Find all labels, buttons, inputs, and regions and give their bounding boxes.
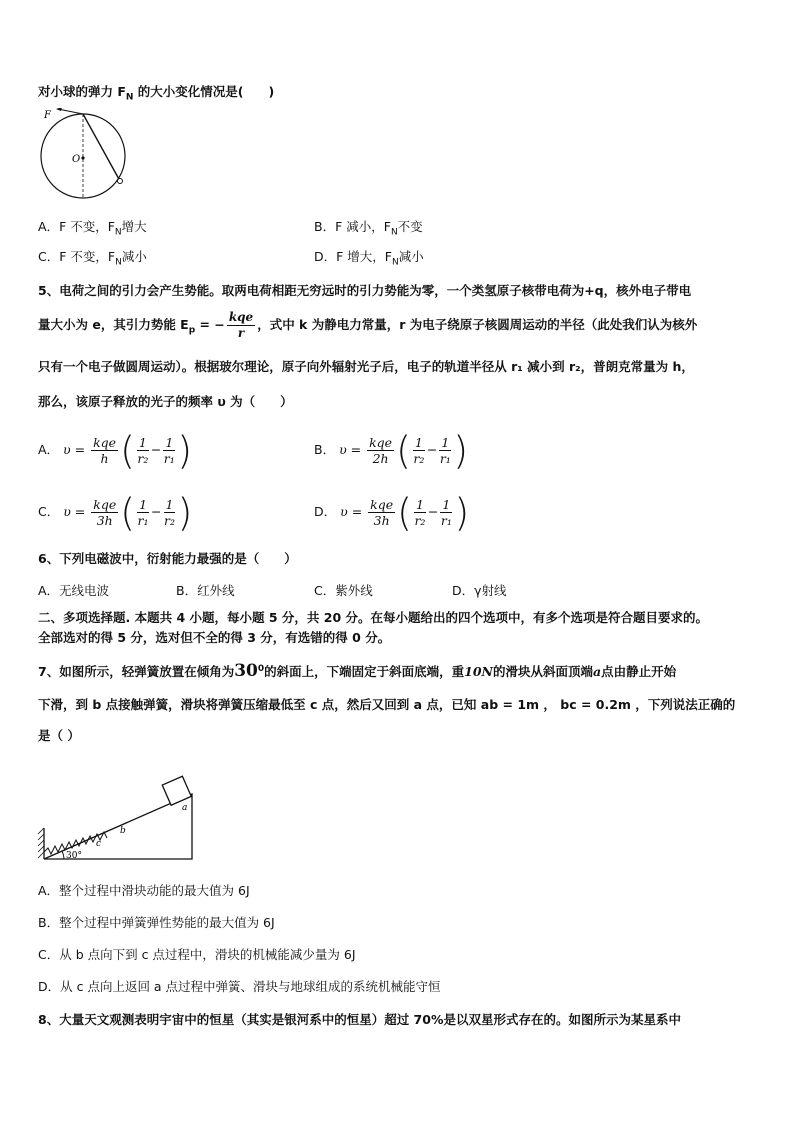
wall-hatching xyxy=(38,828,44,858)
q5-line-4: 那么，该原子释放的光子的频率 υ 为（ ） xyxy=(38,394,293,409)
q4-option-c: C．F 不变，$F_N$减小 xyxy=(38,249,147,268)
q7-option-b: B．整个过程中弹簧弹性势能的最大值为 6J xyxy=(38,915,275,930)
q6-option-d: D．γ射线 xyxy=(452,583,507,598)
q5-option-d: D． υ = $\frac{\text{kqe}}{3h}$ ( $\frac{1}{\text{r₂}}$ − $\frac{1}{\text{r₁}}$ ) xyxy=(314,490,470,535)
q7-option-c: C．从 b 点向下到 c 点过程中，滑块的机械能减少量为 6J xyxy=(38,947,356,962)
q4-option-d: D．F 增大，$F_N$减小 xyxy=(314,249,424,268)
q7-option-a: A．整个过程中滑块动能的最大值为 6J xyxy=(38,883,250,898)
force-arrowhead xyxy=(56,108,62,111)
q6-stem: 6、下列电磁波中，衍射能力最强的是（ ） xyxy=(38,551,297,566)
section-2-line-1: 二、多项选择题. 本题共 4 小题，每小题 5 分，共 20 分。在每小题给出的四个选项中，有多个选项是符合题目要求的。 xyxy=(38,610,709,625)
q7-option-d: D．从 c 点向上返回 a 点过程中弹簧、滑块与地球组成的系统机械能守恒 xyxy=(38,979,441,994)
q7-line-2: 下滑，到 b 点接触弹簧，滑块将弹簧压缩最低至 c 点，然后又回到 a 点，已知 ab = 1m ， bc = 0.2m ，下列说法正确的 xyxy=(38,697,736,712)
q5-option-b: B． υ = $\frac{\text{kqe}}{2h}$ ( $\frac{1}{\text{r₂}}$ − $\frac{1}{\text{r₁}}$ ) xyxy=(314,428,469,473)
q5-line-3: 只有一个电子做圆周运动）。根据玻尔理论，原子向外辐射光子后，电子的轨道半径从 r₁ 减小到 r₂，普朗克常量为 h， xyxy=(38,359,694,374)
label-O: O xyxy=(72,154,81,165)
q4-option-b: B．F 减小，$F_N$不变 xyxy=(314,219,423,238)
q7-line-3: 是（ ） xyxy=(38,728,80,743)
string-line xyxy=(83,114,120,181)
label-b: b xyxy=(120,826,126,836)
q5-line-2: 量大小为 e，其引力势能 $E_p$ = − $\frac{\text{kqe}}{r}$ ，式中 k 为静电力常量，r 为电子绕原子核圆周运动的半径（此处我们认为核外 xyxy=(38,310,698,340)
slider-block xyxy=(162,776,191,805)
q7-incline-figure xyxy=(36,762,201,866)
q4-circle-figure xyxy=(36,108,136,208)
q4-option-a: A．F 不变，$F_N$增大 xyxy=(38,219,147,238)
q6-option-c: C．紫外线 xyxy=(314,583,373,598)
q6-option-a: A．无线电波 xyxy=(38,583,110,598)
q5-option-c: C． υ = $\frac{\text{kqe}}{3h}$ ( $\frac{1}{\text{r₁}}$ − $\frac{1}{\text{r₂}}$ ) xyxy=(38,490,193,535)
q8-line-1: 8、大量天文观测表明宇宙中的恒星（其实是银河系中的恒星）超过 70%是以双星形式存在的。如图所示为某星系中 xyxy=(38,1012,681,1027)
section-2-line-2: 全部选对的得 5 分，选对但不全的得 3 分，有选错的得 0 分。 xyxy=(38,630,391,645)
label-angle: 30° xyxy=(66,851,82,861)
label-F: F xyxy=(44,110,51,121)
q5-option-a: A． υ = $\frac{\text{kqe}}{h}$ ( $\frac{1}{\text{r₂}}$ − $\frac{1}{\text{r₁}}$ ) xyxy=(38,428,193,473)
center-point xyxy=(81,156,84,159)
q4-stem: 对小球的弹力 $F_N$ 的大小变化情况是( ) xyxy=(38,84,275,103)
angle-arc xyxy=(62,851,64,859)
force-arrow xyxy=(58,109,83,114)
q6-option-b: B．红外线 xyxy=(176,583,235,598)
label-a: a xyxy=(182,803,188,813)
label-c: c xyxy=(96,839,102,849)
q7-line-1: 7、如图所示，轻弹簧放置在倾角为$30^0$的斜面上，下端固定于斜面底端，重10N的滑块从斜面顶端a点由静止开始 xyxy=(38,661,677,682)
q5-line-1: 5、电荷之间的引力会产生势能。取两电荷相距无穷远时的引力势能为零，一个类氢原子核带电荷为+q，核外电子带电 xyxy=(38,283,692,298)
ball xyxy=(118,179,123,184)
